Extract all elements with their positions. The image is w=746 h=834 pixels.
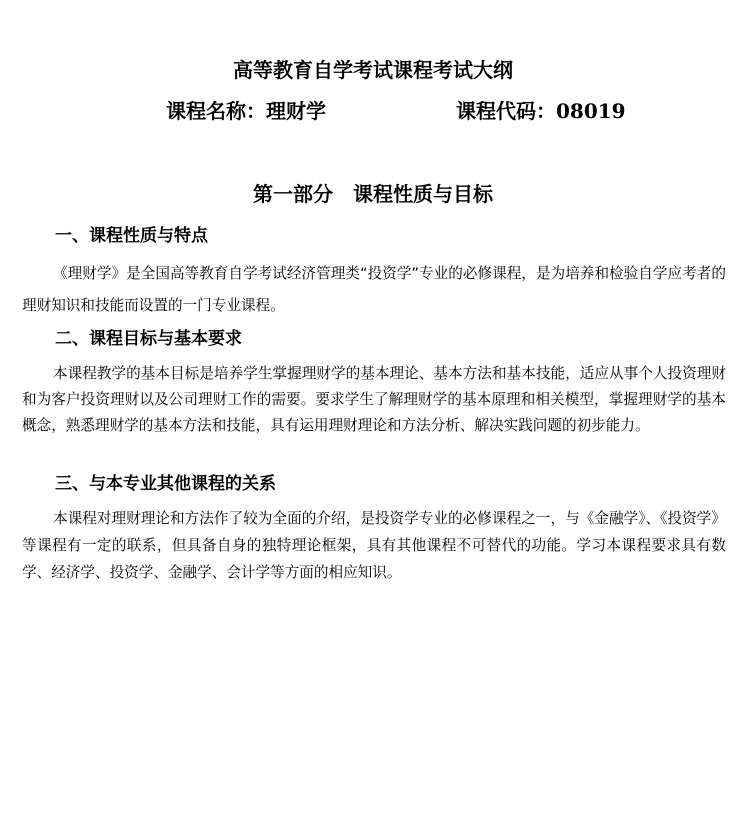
section-heading-nature: 一、课程性质与特点: [55, 226, 208, 246]
section-body-goals: 本课程教学的基本目标是培养学生掌握理财学的基本理论、基本方法和基本技能，适应从事个人投资理财和为客户投资理财以及公司理财工作的需要。要求学生了解理财学的基本原理和相关模型，掌握理财学的基本概念，熟悉理财学的基本方法和技能，具有运用理财理论和方法分析、解决实践问题的初步能力。: [22, 365, 726, 434]
section-body-nature: 《理财学》是全国高等教育自学考试经济管理类“投资学”专业的必修课程，是为培养和检验自学应考者的理财知识和技能而设置的一门专业课程。: [22, 265, 726, 314]
section-heading-goals: 二、课程目标与基本要求: [55, 329, 242, 349]
section-body-relations: 本课程对理财理论和方法作了较为全面的介绍，是投资学专业的必修课程之一，与《金融学》、《投资学》等课程有一定的联系，但具备自身的独特理论框架，具有其他课程不可替代的功能。学习本课程要求具有数学、经济学、投资学、金融学、会计学等方面的相应知识。: [22, 510, 726, 581]
course-info: [0, 96, 746, 126]
part-title: 第一部分 课程性质与目标: [253, 182, 493, 206]
section-heading-relations: 三、与本专业其他课程的关系: [55, 474, 276, 494]
course-code: 课程代码：08019: [456, 99, 626, 123]
document-title: 高等教育自学考试课程考试大纲: [233, 58, 513, 82]
course-name: 课程名称：理财学: [166, 99, 326, 123]
